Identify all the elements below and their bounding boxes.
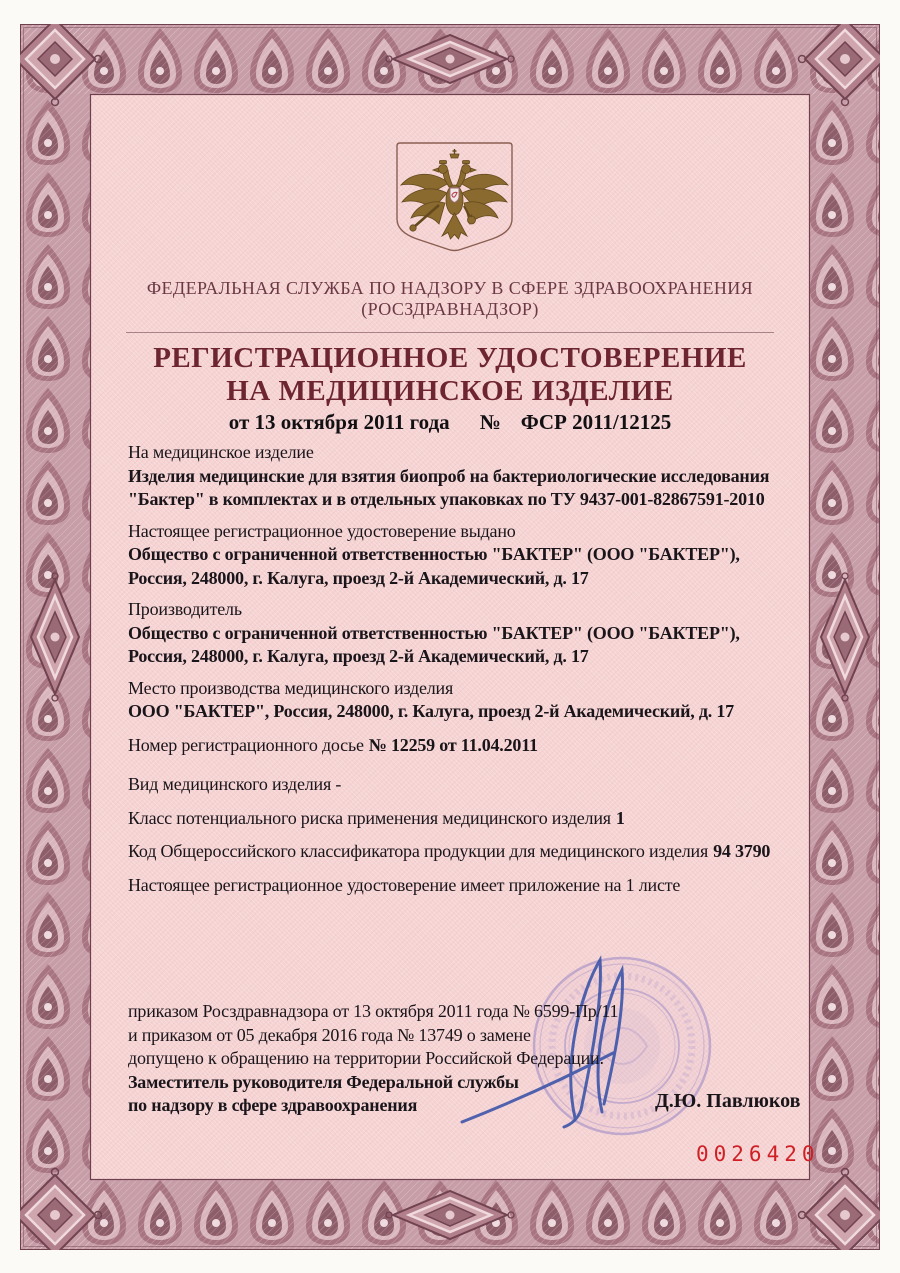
okp-label: Код Общероссийского классификатора продукции для медицинского изделия	[128, 841, 709, 861]
certificate-number: ФСР 2011/12125	[520, 410, 672, 434]
manufacturer-section	[128, 598, 788, 669]
order-line1: приказом Росздравнадзора от 13 октября 2011 года № 6599-Пр/11	[128, 1001, 619, 1021]
product-section	[128, 441, 788, 512]
issued-to-line2: Россия, 248000, г. Калуга, проезд 2-й Академический, д. 17	[128, 567, 589, 588]
manufacturer-line1: Общество с ограниченной ответственностью "БАКТЕР" (ООО "БАКТЕР"),	[128, 622, 740, 643]
document-title	[90, 342, 810, 408]
manufacturer-line2: Россия, 248000, г. Калуга, проезд 2-й Академический, д. 17	[128, 646, 589, 666]
number-sign: №	[479, 410, 501, 434]
issued-to-line1: Общество с ограниченной ответственностью "БАКТЕР" (ООО "БАКТЕР"),	[128, 544, 740, 564]
production-site-value: ООО "БАКТЕР", Россия, 248000, г. Калуга, проезд 2-й Академический, д. 17	[128, 701, 734, 721]
coat-of-arms-icon	[387, 139, 522, 269]
okp-value: 94 3790	[713, 841, 771, 861]
product-name-line2: "Бактер" в комплектах и в отдельных упаковках по ТУ 9437-001-82867591-2010	[128, 489, 765, 509]
dossier-label: Номер регистрационного досье	[128, 734, 364, 755]
signer-name: Д.Ю. Павлюков	[655, 1090, 801, 1112]
appendix-note: Настоящее регистрационное удостоверение имеет приложение на 1 листе	[128, 874, 681, 895]
risk-class-line	[128, 807, 788, 831]
production-site-label: Место производства медицинского изделия	[128, 677, 454, 698]
risk-class-value: 1	[615, 807, 625, 828]
risk-class-label: Класс потенциального риска применения медицинского изделия	[128, 807, 611, 828]
appendix-line	[128, 874, 788, 898]
issued-to-section	[128, 520, 788, 591]
order-line3: допущено к обращению на территории Российской Федерации.	[128, 1048, 604, 1068]
issuing-authority-name: ФЕДЕРАЛЬНАЯ СЛУЖБА ПО НАДЗОРУ В СФЕРЕ ЗДРАВООХРАНЕНИЯ	[146, 278, 754, 298]
okp-code-line	[128, 840, 788, 864]
certificate-content	[90, 94, 820, 1180]
issue-date-and-number	[90, 410, 810, 435]
dossier-value: № 12259 от 11.04.2011	[368, 734, 538, 755]
order-line2: и приказом от 05 декабря 2016 года № 13749 о замене	[128, 1024, 531, 1045]
product-label: На медицинское изделие	[128, 442, 314, 462]
issued-to-label: Настоящее регистрационное удостоверение выдано	[128, 520, 516, 541]
dossier-line	[128, 734, 788, 758]
certificate-body	[128, 441, 788, 897]
issuing-authority-short-name: (РОСЗДРАВНАДЗОР)	[361, 299, 539, 319]
product-name-line1: Изделия медицинские для взятия биопроб на бактериологические исследования	[128, 465, 770, 486]
device-kind: Вид медицинского изделия -	[128, 774, 342, 794]
signer-title-line1: Заместитель руководителя Федеральной службы	[128, 1071, 519, 1092]
issue-date: от 13 октября 2011 года	[228, 410, 450, 434]
document-title-line1: РЕГИСТРАЦИОННОЕ УДОСТОВЕРЕНИЕ	[153, 342, 747, 374]
serial-number: 0026420	[696, 1142, 820, 1166]
document-title-line2: НА МЕДИЦИНСКОЕ ИЗДЕЛИЕ	[226, 375, 674, 407]
signer-title-line2: по надзору в сфере здравоохранения	[128, 1095, 418, 1115]
manufacturer-label: Производитель	[128, 599, 242, 619]
device-kind-line	[128, 773, 788, 797]
production-site-section	[128, 677, 788, 724]
divider-line	[126, 332, 774, 333]
